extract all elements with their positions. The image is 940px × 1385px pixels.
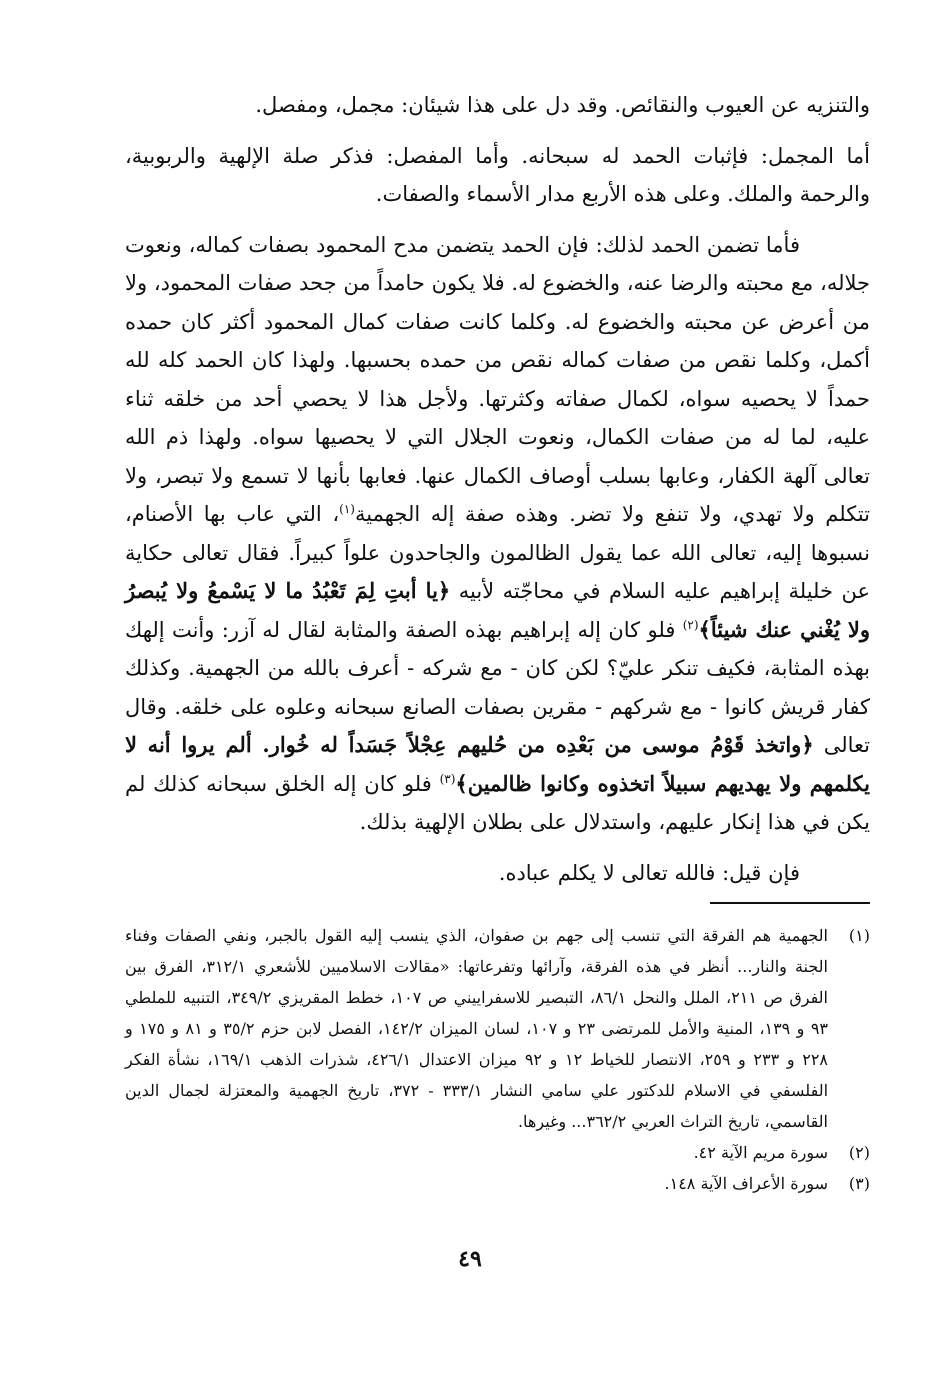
footnote-number: (٢) — [848, 1143, 870, 1162]
footnote-number: (٣) — [848, 1174, 870, 1193]
paragraph-2: أما المجمل: فإثبات الحمد له سبحانه. وأما المفصل: فذكر صلة الإلهية والربوبية، والرحمة والملك. وعلى هذه الأربع مدار الأسماء والصفات. — [125, 143, 870, 206]
footnotes — [125, 920, 870, 1199]
footnote-2 — [125, 1137, 870, 1168]
footnote-text: سورة مريم الآية ٤٢. — [693, 1143, 828, 1162]
paragraph-1: والتنزيه عن العيوب والنقائص. وقد دل على هذا شيئان: مجمل، ومفصل. — [255, 93, 870, 117]
footnote-text: الجهمية هم الفرقة التي تنسب إلى جهم بن صفوان، الذي ينسب إليه القول بالجبر، ونفي الصفات وفناء الجنة والنار... أنظر في هذه الفرقة، وآرائها وتفرعاتها: «مقالات الاسلاميين للأشعري ٣١٢/١، الفرق بين الفرق ص ٢١١، الملل والنحل ٨٦/١، التبصير للاسفراييني ص ١٠٧، خطط المقريزي ٣٤٩/٢، التنبيه للملطي ٩٣ و ١٣٩، المنية والأمل للمرتضى ٢٣ و ١٠٧، لسان الميزان ١٤٢/٢، الفصل لابن حزم ٣٥/٢ و ٨١ و ١٧٥ و ٢٢٨ و ٢٣٣ و ٢٥٩، الانتصار للخياط ١٢ و ٩٢ ميزان الاعتدال ٤٢٦/١، شذرات الذهب ١٦٩/١، نشأة الفكر الفلسفي في الاسلام للدكتور علي سامي النشار ٣٣٣/١ - ٣٧٢، تاريخ الجهمية والمعتزلة لجمال الدين القاسمي، تاريخ التراث العربي ٣٦٢/٢... وغيرها. — [125, 926, 829, 1131]
paragraph-3-part-b: ، التي عاب بها الأصنام، نسبوها إليه، تعالى الله عما يقول الظالمون والجاحدون علواً كبيراً. فقال تعالى حكاية عن خليلة إبراهيم عليه السلام في محاجّته لأبيه — [125, 502, 870, 603]
footnote-ref-1: (١) — [339, 502, 355, 516]
page-number: ٤٩ — [458, 1246, 482, 1272]
footnote-ref-3: (٣) — [439, 771, 456, 786]
footnote-ref-2: (٢) — [682, 617, 699, 632]
paragraph-4: فإن قيل: فالله تعالى لا يكلم عباده. — [498, 860, 800, 885]
footnote-text: سورة الأعراف الآية ١٤٨. — [664, 1174, 828, 1193]
footnote-3 — [125, 1168, 870, 1199]
main-text — [125, 86, 870, 892]
paragraph-3 — [125, 226, 870, 842]
quran-quote-maryam: ﴿يا أبتِ لِمَ تَعْبُدُ ما لا يَسْمعُ ولا يُبصرُ ولا يُغْني عنك شيئاً﴾ — [125, 578, 870, 642]
paragraph-3-part-c: فلو كان إله إبراهيم بهذه الصفة والمثابة لقال له آزر: وأنت إلهك بهذه المثابة، فكيف تنكر عليّ؟ لكن كان - مع شركه - أعرف بالله من الجهمية. وكذلك كفار قريش كانوا - مع شركهم - مقرين بصفات الصانع سبحانه وعلوه على خلقه. وقال تعالى — [125, 617, 870, 757]
footnote-number: (١) — [848, 926, 870, 945]
footnote-1 — [125, 920, 870, 1137]
paragraph-3-part-d: فلو كان إله الخلق سبحانه كذلك لم يكن في هذا إنكار عليهم، واستدلال على بطلان الإلهية بذلك. — [125, 771, 870, 834]
paragraph-3-part-a: فأما تضمن الحمد لذلك: فإن الحمد يتضمن مدح المحمود بصفات كماله، ونعوت جلاله، مع محبته والرضا عنه، والخضوع له. فلا يكون حامداً من جحد صفات المحمود، ولا من أعرض عن محبته والخضوع له. وكلما كانت صفات كمال المحمود أكثر كان حمده أكمل، وكلما نقص من صفات كماله نقص من حمده بحسبها. ولهذا كان الحمد كله لله حمداً لا يحصيه سواه، لكمال صفاته وكثرتها. ولأجل هذا لا يحصي أحد من خلقه ثناء عليه، لما له من صفات الكمال، ونعوت الجلال التي لا يحصيها سواه. ولهذا ذم الله تعالى آلهة الكفار، وعابها بسلب أوصاف الكمال عنها. فعابها بأنها لا تسمع ولا تبصر، ولا تتكلم ولا تهدي، ولا تنفع ولا تضر. وهذه صفة إله الجهمية — [125, 232, 871, 526]
quran-quote-araf: ﴿واتخذ قَوْمُ موسى من بَعْدِه من حُليهم عِجْلاً جَسَداً له خُوار. ألم يروا أنه لا يكلمهم ولا يهديهم سبيلاً اتخذوه وكانوا ظالمين﴾ — [125, 732, 870, 796]
footnote-separator — [710, 902, 870, 904]
